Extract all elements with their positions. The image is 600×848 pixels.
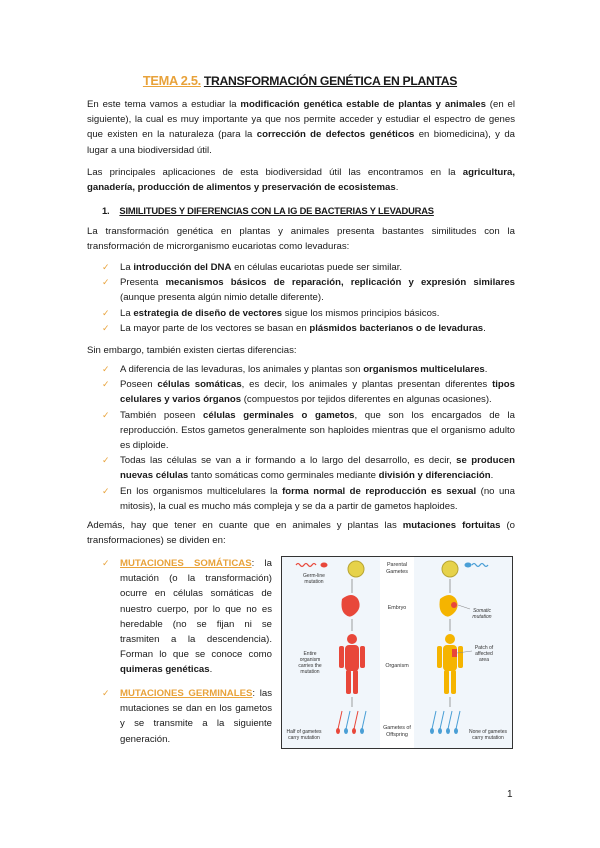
germline-label-2: mutation [304,579,324,585]
check-icon: ✓ [102,277,110,288]
egg-cell-right [442,561,458,577]
germline-label-1: Germ-line [303,573,325,579]
mutation-diagram [282,557,512,748]
list-item: ✓ También poseen células germinales o gametos, que son los encargados de la reproducción. Estos gametos generalmente son haploides mientras que el organismo adulto es diploide. [102,409,515,452]
label-organism: Organism [385,663,409,669]
check-icon: ✓ [102,379,110,390]
list-item: ✓ Presenta mecanismos básicos de reparación, replicación y expresión similares (aunque presenta algún nimio detalle diferente). [102,277,515,304]
affected-patch [452,649,457,657]
list-item: ✓ La mayor parte de los vectores se basan en plásmidos bacterianos o de levaduras. [102,321,515,336]
somatic-mutation-spot [451,602,457,608]
list-item: ✓ Todas las células se van a ir formando a lo largo del desarrollo, es decir, se producen nuevas células tanto somáticas como germinales mediante división y diferenciación. [102,455,516,482]
entire-label-4: mutation [300,669,320,675]
none-label-2: carry mutation [472,735,504,741]
label-parental: Parental [386,562,408,568]
somatic-label-2: mutation [472,614,492,620]
check-icon: ✓ [102,688,110,698]
page-title [0,73,600,88]
half-label-2: carry mutation [288,735,320,741]
topic-title: TRANSFORMACIÓN GENÉTICA EN PLANTAS [203,74,458,88]
list-item: ✓ Poseen células somáticas, es decir, los animales y plantas presentan diferentes tipos celulares y varios órganos (compuestos por tejidos diferentes en algunas ocasiones). [102,379,515,406]
check-icon: ✓ [102,558,110,568]
label-gametes: Gametes [386,569,408,575]
mutations-intro: Además, hay que tener en cuante que en animales y plantas las mutaciones fortuitas (o transformaciones) se dividen en: [87,520,516,547]
check-icon: ✓ [102,364,110,374]
section-intro: La transformación genética en plantas y animales presenta bastantes similitudes con la transformación de microrganismo eucariotas como levaduras: [87,226,515,253]
check-icon: ✓ [102,455,110,466]
label-gametes-of: Gametes of [383,725,411,731]
check-icon: ✓ [102,485,110,496]
intro-paragraph-1: En este tema vamos a estudiar la modificación genética estable de plantas y animales (en el siguiente), la cual es muy importante ya que nos permite acceder y estudiar el espectro de genes que existen en la naturaleza (para la corrección de defectos genéticos en biomedicina), y da lugar a una biodiversidad útil. [87,99,516,156]
patch-label-2: affected [475,651,493,657]
egg-cell [348,561,364,577]
label-embryo: Embryo [387,605,407,611]
list-item: ✓ A diferencia de las levaduras, los animales y plantas son organismos multicelulares. [102,362,515,377]
mutation-figure [281,556,513,749]
similarities-list [102,260,515,336]
list-item: ✓ La introducción del DNA en células eucariotas puede ser similar. [102,260,515,275]
somatic-label-1: Somatic [472,608,492,614]
entire-label-1: Entire [303,651,317,657]
list-item: ✓ En los organismos multicelulares la forma normal de reproducción es sexual (no una mitosis), la cual es mucho más compleja y se da a partir de gametos haploides. [102,485,515,512]
half-label-1: Half of gametes [286,729,322,735]
check-icon: ✓ [102,262,110,272]
topic-number: TEMA 2.5. [142,73,201,88]
normal-sperm-head [465,563,472,568]
list-item: ✓ La estrategia de diseño de vectores sigue los mismos principios básicos. [102,306,515,321]
germinal-mutations-item: ✓ MUTACIONES GERMINALES: las mutaciones se dan en los gametos y se transmite a la siguiente generación. [102,688,272,745]
none-label-1: None of gametes [468,729,508,735]
check-icon: ✓ [102,409,110,420]
differences-intro: Sin embargo, también existen ciertas diferencias: [87,345,297,356]
patch-label-3: area [478,657,490,663]
intro-paragraph-2: Las principales aplicaciones de esta biodiversidad útil las encontramos en la agricultura, ganadería, producción de alimentos y preservación de ecosistemas. [87,167,515,194]
germinal-label: MUTACIONES GERMINALES [120,688,253,699]
section-title: SIMILITUDES Y DIFERENCIAS CON LA IG DE BACTERIAS Y LEVADURAS [119,205,434,216]
section-number: 1. [102,205,110,216]
label-offspring: Offspring [386,732,408,738]
differences-list [102,362,515,514]
somatic-mutations-item: ✓ MUTACIONES SOMÁTICAS: la mutación (o la transformación) ocurre en células somáticas de nuestro cuerpo, por lo que no es heredable (no se fijan ni se trasmiten a la descendencia). Forman lo que se conoce como quimeras genéticas. [102,558,272,676]
patch-label-1: Patch of [474,645,494,651]
mutant-sperm-head [321,563,328,568]
check-icon: ✓ [102,307,110,318]
somatic-label: MUTACIONES SOMÁTICAS [120,558,252,569]
check-icon: ✓ [102,322,110,333]
entire-label-3: carries the [298,663,322,669]
page-number: 1 [507,789,513,800]
left-panel-bg [282,557,380,748]
section-heading [102,205,434,216]
entire-label-2: organism [299,657,321,663]
